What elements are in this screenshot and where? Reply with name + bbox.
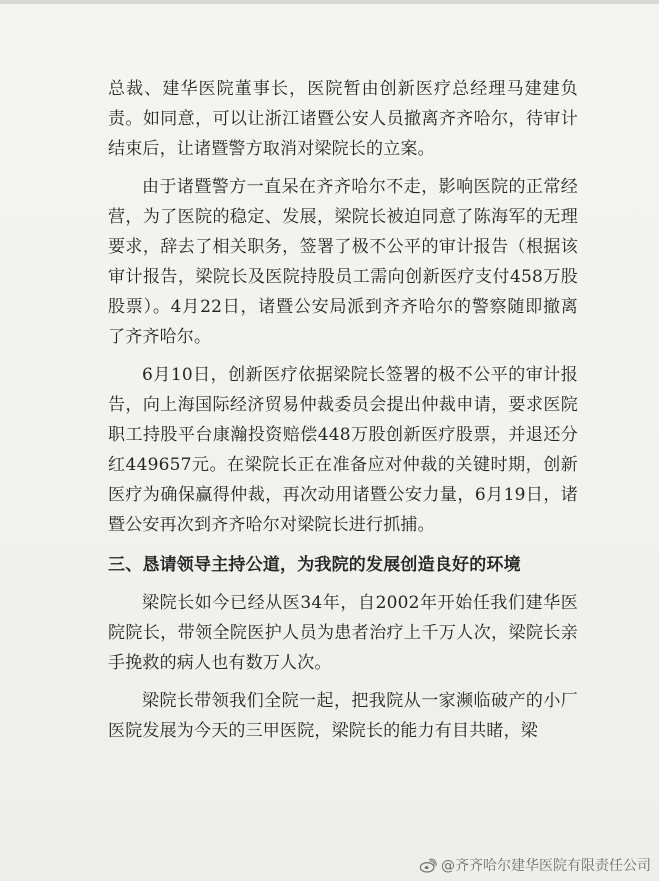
document-body (108, 74, 578, 746)
watermark (419, 857, 651, 875)
paragraph-2: 由于诸暨警方一直呆在齐齐哈尔不走，影响医院的正常经营，为了医院的稳定、发展，梁院长被迫同意了陈海军的无理要求，辞去了相关职务，签署了极不公平的审计报告（根据该审计报告，梁院长及医院持股员工需向创新医疗支付458万股股票）。4月22日，诸暨公安局派到齐齐哈尔的警察随即撤离了齐齐哈尔。 (108, 177, 578, 347)
weibo-icon (419, 857, 437, 875)
paragraph-1: 总裁、建华医院董事长，医院暂由创新医疗总经理马建建负责。如同意，可以让浙江诸暨公安人员撤离齐齐哈尔，待审计结束后，让诸暨警方取消对梁院长的立案。 (108, 79, 578, 159)
paragraph-5: 梁院长带领我们全院一起，把我院从一家濒临破产的小厂医院发展为今天的三甲医院，梁院长的能力有目共睹，梁 (108, 691, 578, 741)
watermark-text: @齐齐哈尔建华医院有限责任公司 (441, 858, 651, 874)
paragraph-4: 梁院长如今已经从医34年，自2002年开始任我们建华医院院长，带领全院医护人员为患者治疗上千万人次，梁院长亲手挽救的病人也有数万人次。 (108, 593, 578, 673)
paragraph-3: 6月10日，创新医疗依据梁院长签署的极不公平的审计报告，向上海国际经济贸易仲裁委员会提出仲裁申请，要求医院职工持股平台康瀚投资赔偿448万股创新医疗股票，并退还分红449657元。在梁院长正在准备应对仲裁的关键时期，创新医疗为确保赢得仲裁，再次动用诸暨公安力量，6月19日，诸暨公安再次到齐齐哈尔对梁院长进行抓捕。 (108, 365, 578, 535)
section-heading: 三、恳请领导主持公道，为我院的发展创造良好的环境 (108, 555, 521, 575)
top-edge (0, 0, 659, 4)
